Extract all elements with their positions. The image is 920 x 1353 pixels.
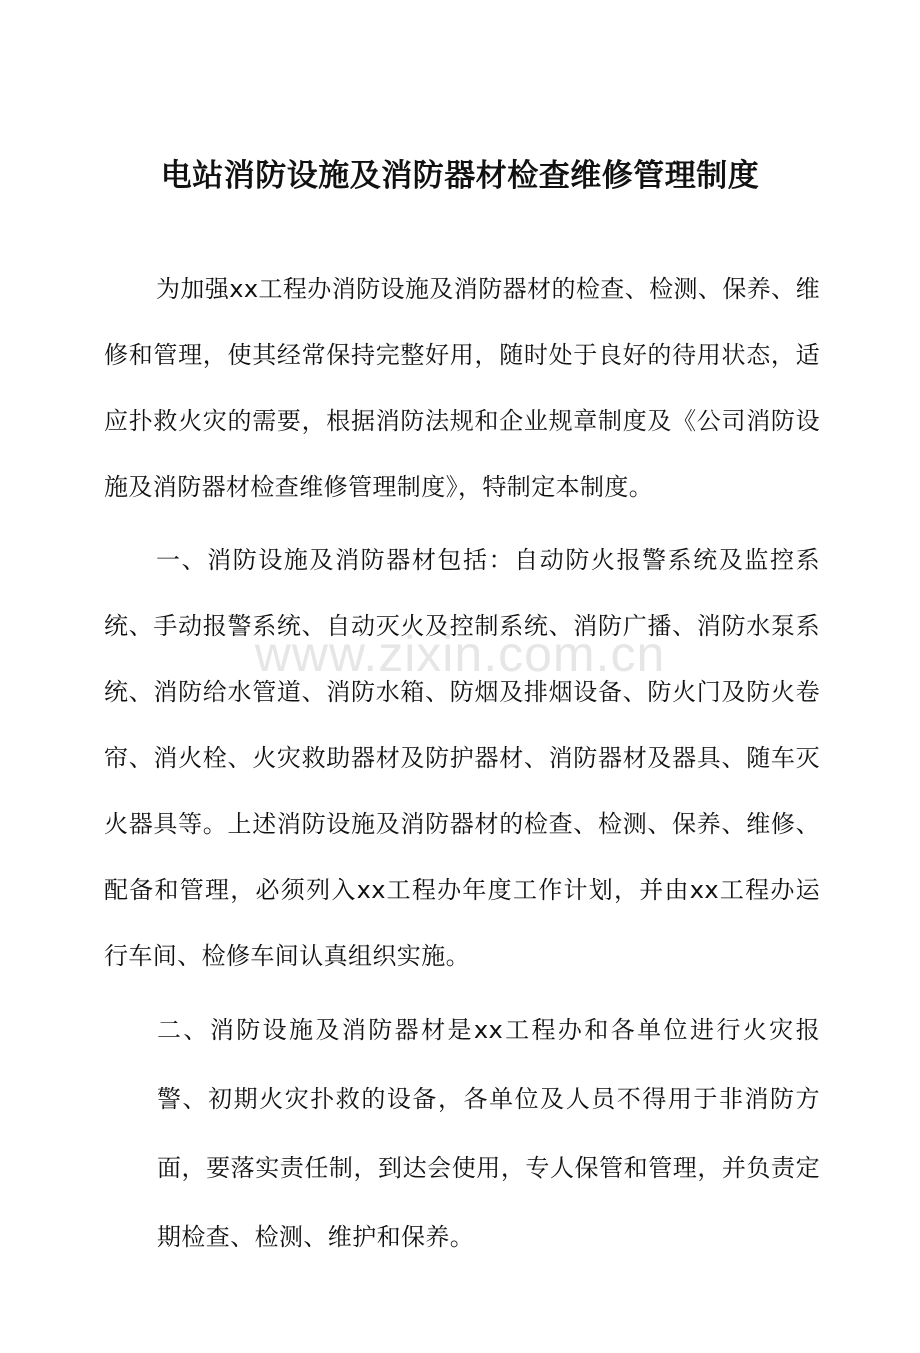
document-title: 电站消防设施及消防器材检查维修管理制度	[160, 158, 760, 194]
paragraph-section-1: 一、消防设施及消防器材包括：自动防火报警系统及监控系统、手动报警系统、自动灭火及控制系统、消防广播、消防水泵系统、消防给水管道、消防水箱、防烟及排烟设备、防火门及防火卷帘、消火栓、火灾救助器材及防护器材、消防器材及器具、随车灭火器具等。上述消防设施及消防器材的检查、检测、保养、维修、配备和管理，必须列入xx工程办年度工作计划，并由xx工程办运行车间、检修车间认真组织实施。	[104, 546, 820, 970]
watermark: www.zixin.com.cn	[254, 626, 666, 682]
paragraph-section-2: 二、消防设施及消防器材是xx工程办和各单位进行火灾报警、初期火灾扑救的设备，各单位及人员不得用于非消防方面，要落实责任制，到达会使用，专人保管和管理，并负责定期检查、检测、维护和保养。	[157, 1016, 820, 1251]
paragraph-intro: 为加强xx工程办消防设施及消防器材的检查、检测、保养、维修和管理，使其经常保持完整好用，随时处于良好的待用状态，适应扑救火灾的需要，根据消防法规和企业规章制度及《公司消防设施及消防器材检查维修管理制度》，特制定本制度。	[104, 275, 820, 501]
